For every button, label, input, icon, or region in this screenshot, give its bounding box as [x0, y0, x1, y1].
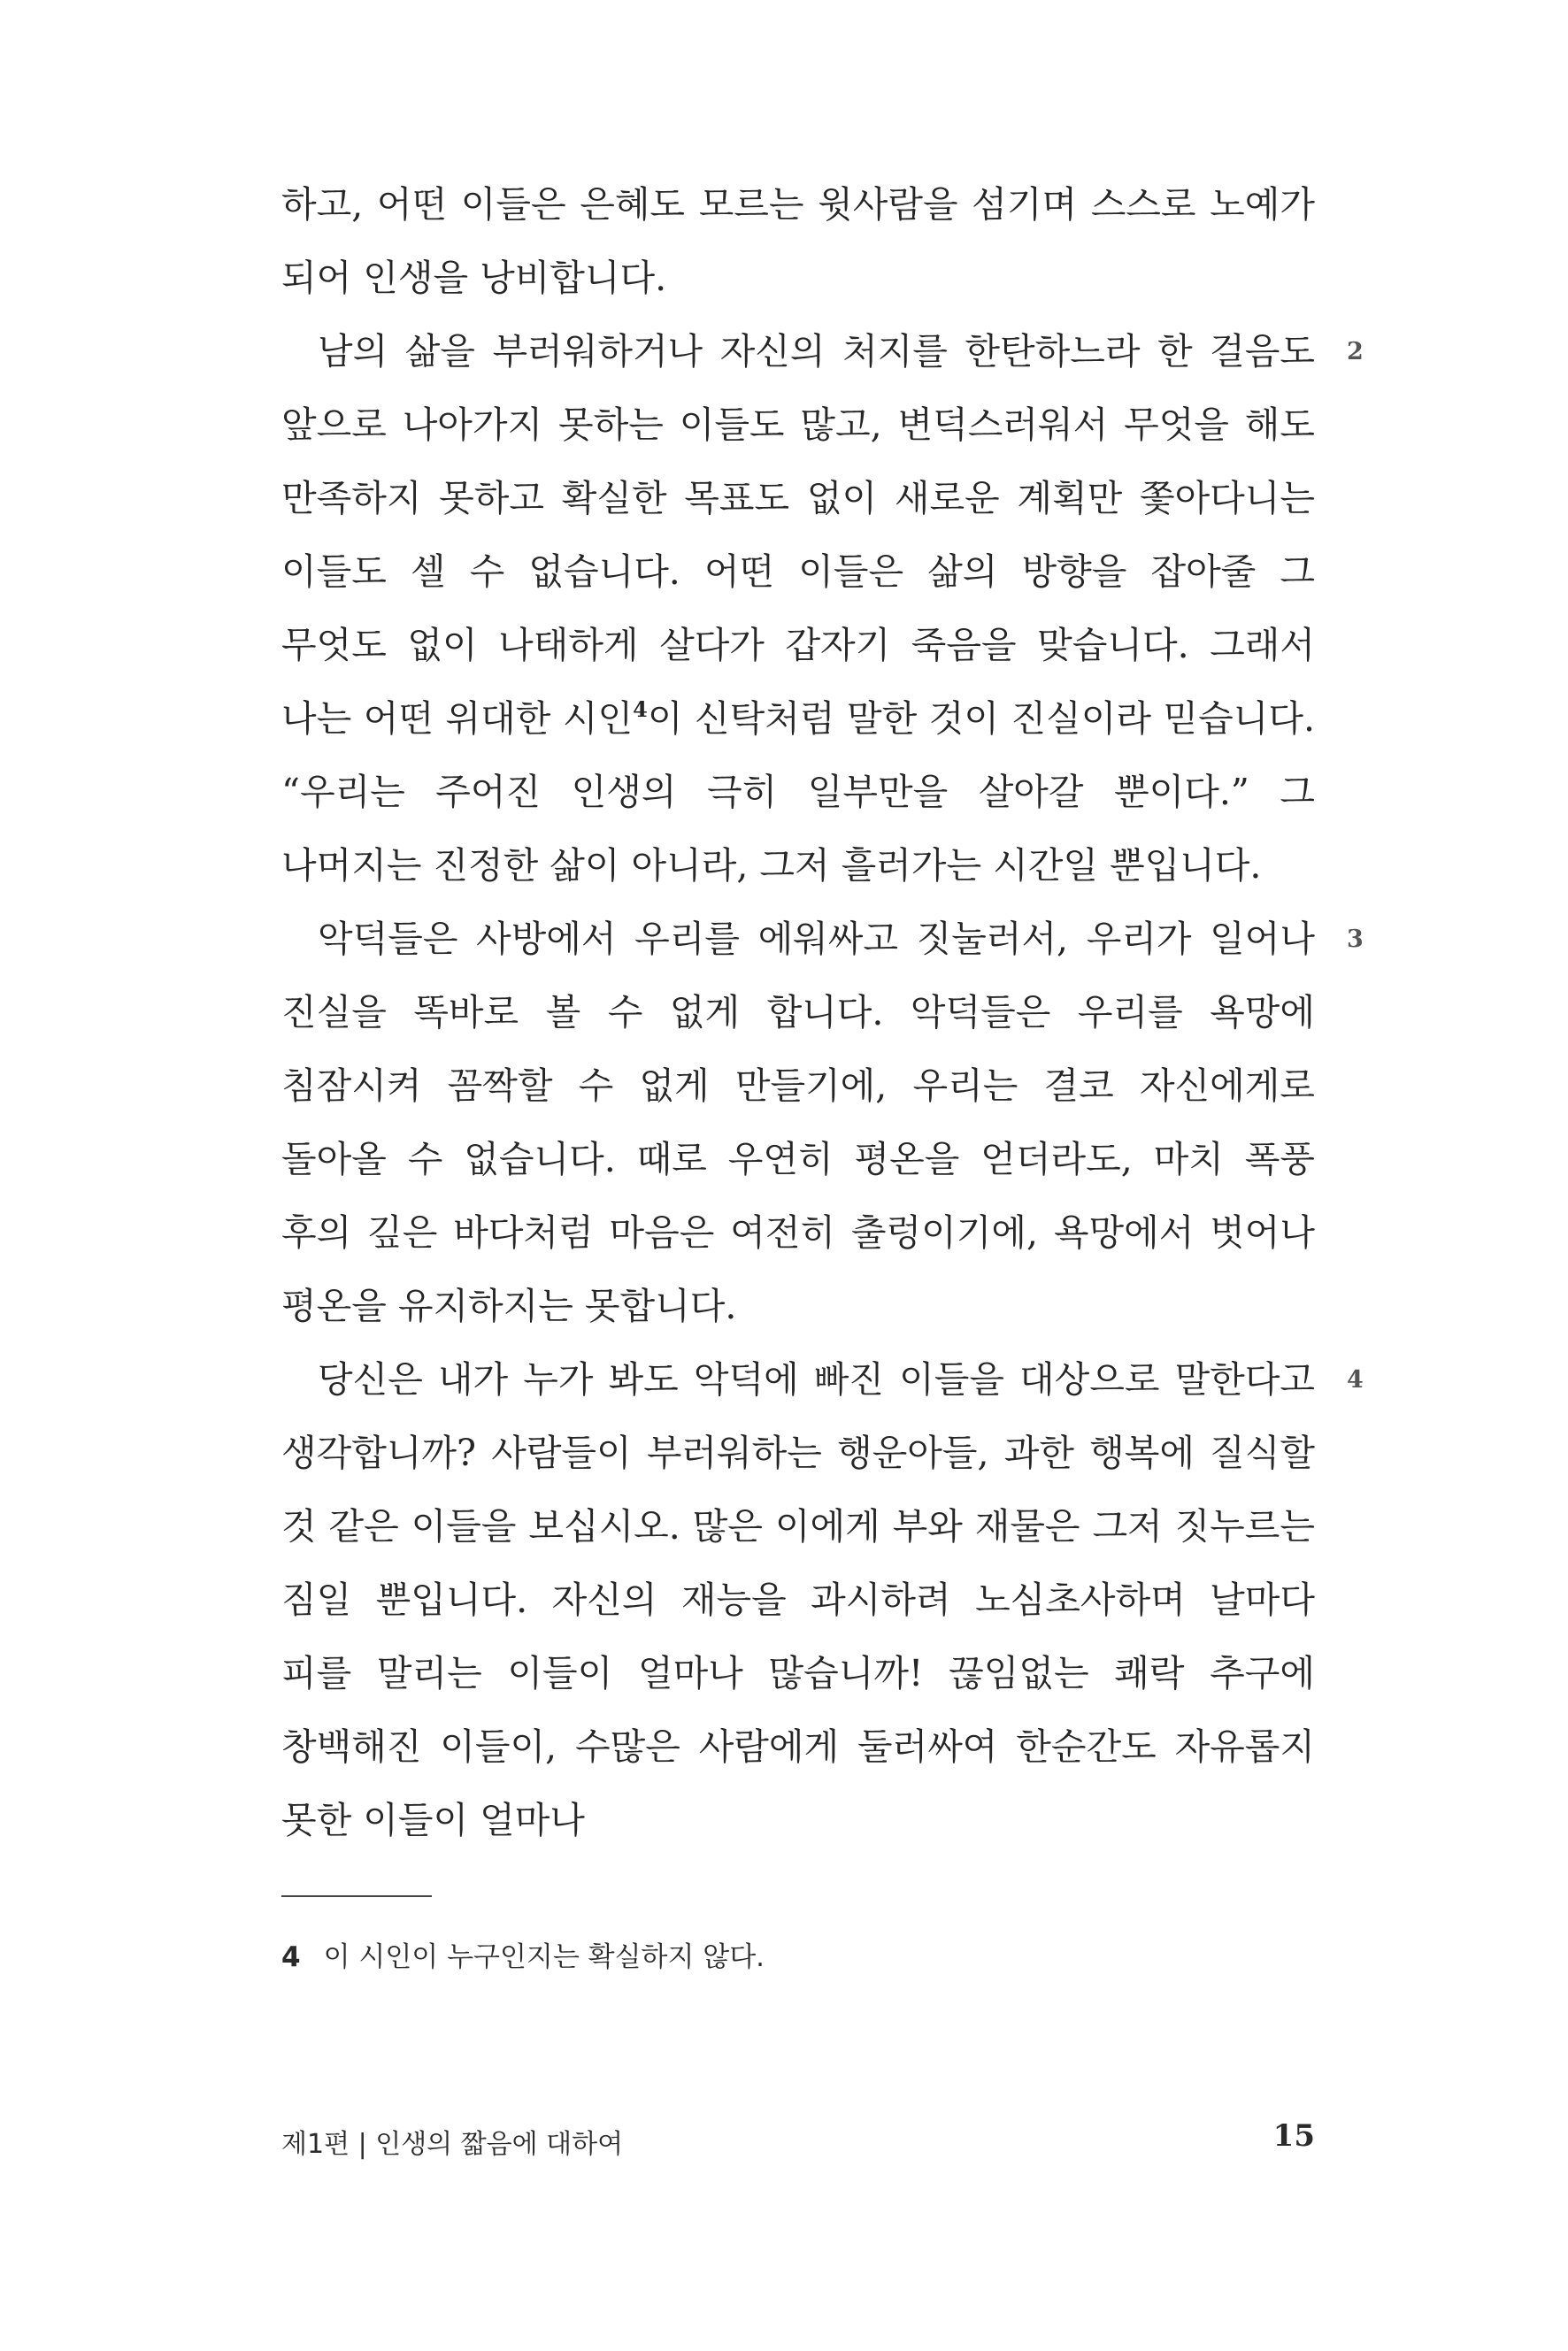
page-number: 15: [1272, 2118, 1315, 2154]
footnote-reference: 4: [633, 696, 648, 722]
paragraph-text: 당신은 내가 누가 봐도 악덕에 빠진 이들을 대상으로 말한다고 생각합니까? 사람들이 부러워하는 행운아들, 과한 행복에 질식할 것 같은 이들을 보십시오. 많은 이에게 부와 재물은 그저 짓누르는 짐일 뿐입니다. 자신의 재능을 과시하려 노심초사하며 날마다 피를 말리는 이들이 얼마나 많습니까! 끊임없는 쾌락 추구에 창백해진 이들이, 수많은 사람에게 둘러싸여 한순간도 자유롭지 못한 이들이 얼마나: [281, 1358, 1315, 1841]
paragraph-text: 남의 삶을 부러워하거나 자신의 처지를 한탄하느라 한 걸음도 앞으로 나아가지 못하는 이들도 많고, 변덕스러워서 무엇을 해도 만족하지 못하고 확실한 목표도 없이 새로운 계획만 쫓아다니는 이들도 셀 수 없습니다. 어떤 이들은 삶의 방향을 잡아줄 그 무엇도 없이 나태하게 살다가 갑자기 죽음을 맞습니다. 그래서 나는 어떤 위대한 시인: [281, 330, 1315, 740]
paragraph-number: 3: [1347, 926, 1364, 953]
page-footer: [281, 2118, 1315, 2166]
paragraph-2: [281, 315, 1364, 903]
paragraph-number: 4: [1347, 1366, 1364, 1394]
paragraph-number: 2: [1347, 338, 1364, 365]
paragraph-text: 악덕들은 사방에서 우리를 에워싸고 짓눌러서, 우리가 일어나 진실을 똑바로 볼 수 없게 합니다. 악덕들은 우리를 욕망에 침잠시켜 꼼짝할 수 없게 만들기에, 우리는 결코 자신에게로 돌아올 수 없습니다. 때로 우연히 평온을 얻더라도, 마치 폭풍 후의 깊은 바다처럼 마음은 여전히 출렁이기에, 욕망에서 벗어나 평온을 유지하지는 못합니다.: [281, 918, 1315, 1327]
paragraph-text: 이 신탁처럼 말한 것이 진실이라 믿습니다. “우리는 주어진 인생의 극히 일부만을 살아갈 뿐이다.” 그 나머지는 진정한 삶이 아니라, 그저 흘러가는 시간일 뿐입니다.: [281, 697, 1315, 887]
paragraph-3: [281, 903, 1364, 1343]
paragraph-continued: [281, 168, 1315, 315]
body-text: [281, 168, 1364, 1857]
footnote: [281, 1938, 1315, 1977]
footnote-text: 이 시인이 누구인지는 확실하지 않다.: [323, 1941, 765, 1973]
running-head: 제1편 | 인생의 짧음에 대하여: [281, 2129, 624, 2160]
paragraph-text: 하고, 어떤 이들은 은혜도 모르는 윗사람을 섬기며 스스로 노예가 되어 인생을 낭비합니다.: [281, 183, 1315, 299]
footnote-number: 4: [281, 1941, 301, 1973]
footnote-divider: [281, 1895, 432, 1897]
paragraph-4: [281, 1343, 1364, 1857]
